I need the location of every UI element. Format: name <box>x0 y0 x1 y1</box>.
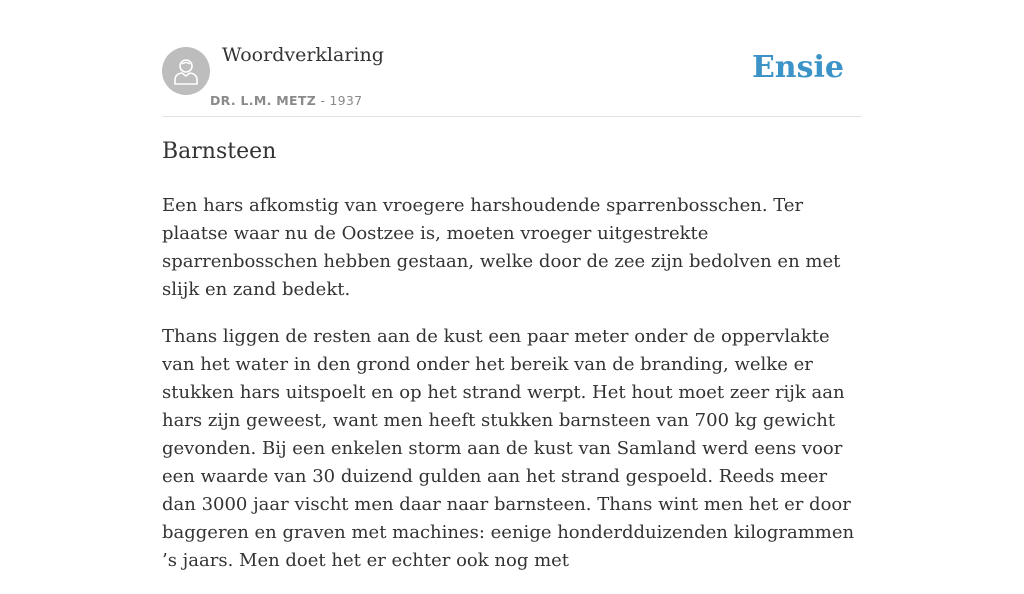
avatar[interactable] <box>162 47 210 95</box>
entry-paragraph: Een hars afkomstig van vroegere harshoudende sparrenbosschen. Ter plaatse waar nu de Oostzee is, moeten vroeger uitgestrekte sparrenbosschen hebben gestaan, welke door de zee zijn bedolven en met slijk en zand bedekt. <box>162 195 841 300</box>
source-title[interactable]: Woordverklaring <box>222 44 384 66</box>
user-icon <box>172 56 200 86</box>
source-author[interactable]: DR. L.M. METZ <box>210 93 317 108</box>
entry-title: Barnsteen <box>162 139 277 164</box>
entry-body <box>162 192 862 594</box>
meta-separator: - <box>316 93 330 108</box>
source-header <box>162 0 862 117</box>
source-year: 1937 <box>329 93 363 108</box>
ensie-logo[interactable]: Ensie <box>751 50 844 85</box>
entry-paragraph: Thans liggen de resten aan de kust een paar meter onder de oppervlakte van het water in den grond onder het bereik van de branding, welke er stukken hars uitspoelt en op het strand werpt. Het hout moet zeer rijk aan hars zijn geweest, want men heeft stukken barnsteen van 700 kg gewicht gevonden. Bij een enkelen storm aan de kust van Samland werd eens voor een waarde van 30 duizend gulden aan het strand gespoeld. Reeds meer dan 3000 jaar vischt men daar naar barnsteen. Thans wint men het er door baggeren en graven met machines: eenige honderdduizenden kilogrammen ’s jaars. Men doet het er echter ook nog met <box>162 326 855 571</box>
source-meta <box>210 93 362 108</box>
